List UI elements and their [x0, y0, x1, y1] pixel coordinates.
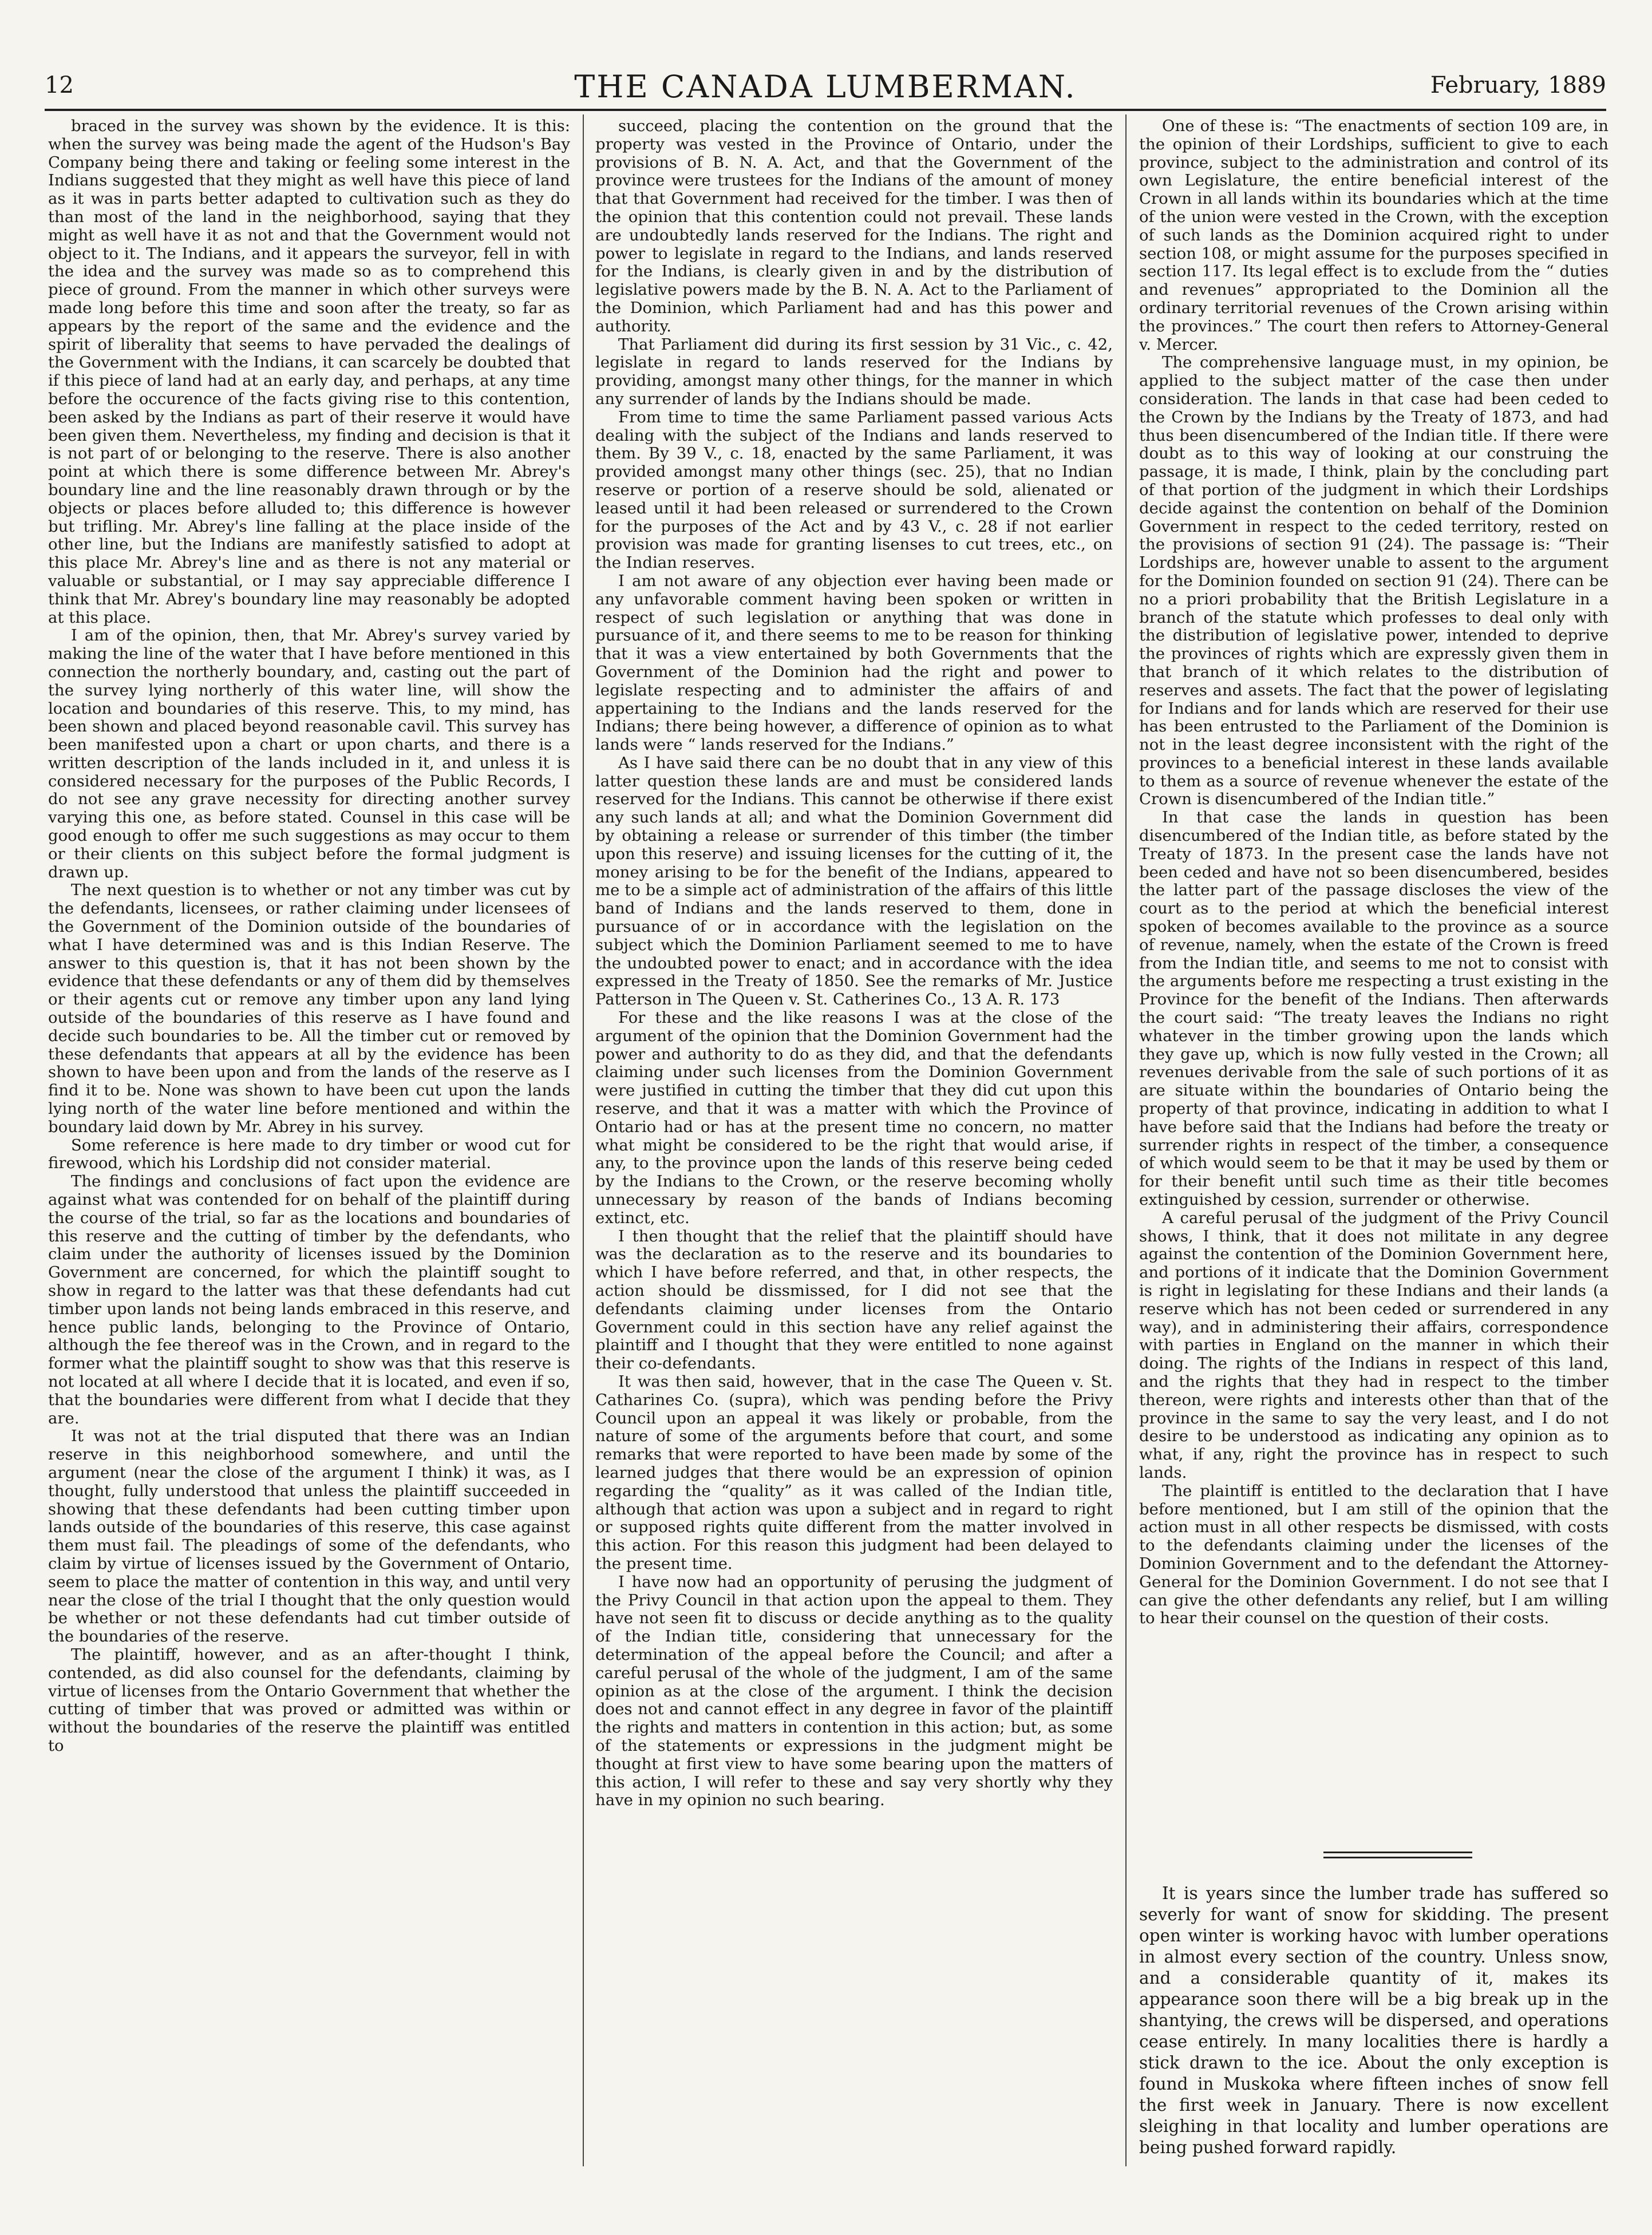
news-item [1139, 1883, 1608, 2158]
column-1 [48, 117, 570, 2161]
paragraph: Some reference is here made to dry timber or wood cut for firewood, which his Lordship did not consider material. [48, 1136, 570, 1173]
page-header [45, 64, 1606, 111]
paragraph: succeed, placing the contention on the ground that the property was vested in the Province of Ontario, under the provisions of B. N. A. Act, and that the Government of the province were trustees for the Indians of the amount of money that that Government had received for the timber. I was then of the opinion that this contention could not prevail. These lands are undoubtedly lands reserved for the Indians. The right and power to legislate in regard to the Indians, and lands reserved for the Indians, is clearly given in and by the distribution of legislative powers made by the B. N. A. Act to the Parliament of the Dominion, which Parliament had and has this power and authority. [595, 117, 1113, 335]
paragraph: From time to time the same Parliament passed various Acts dealing with the subject of the Indians and lands reserved to them. By 39 V., c. 18, enacted by the same Parliament, it was provided amongst many other things (sec. 25), that no Indian reserve or portion of a reserve should be sold, alienated or leased until it had been released or surrendered to the Crown for the purposes of the Act and by 43 V., c. 28 if not earlier provision was made for granting lisenses to cut trees, etc., on the Indian reserves. [595, 408, 1113, 572]
paragraph: braced in the survey was shown by the evidence. It is this: when the survey was being made the agent of the Hudson's Bay Company being there and taking or feeling some interest in the Indians suggested that they might as well have this piece of land as it was in parts better adapted to cultivation such as they do than most of the land in the neighborhood, saying that they might as well have it as not and that the Government would not object to it. The Indians, and it appears the surveyor, fell in with the idea and the survey was made so as to comprehend this piece of ground. From the manner in which other surveys were made long before this time and soon after the treaty, so far as appears by the report of the same and the evidence and the spirit of liberality that seems to have pervaded the dealings of the Government with the Indians, it can scarcely be doubted that if this piece of land had at an early day, and perhaps, at any time before the occurence of the facts giving rise to this contention, been asked by the Indians as part of their reserve it would have been given them. Nevertheless, my finding and decision is that it is not part of or belonging to the reserve. There is also another point at which there is some difference between Mr. Abrey's boundary line and the line reasonably drawn through or by the objects or places before alluded to; this difference is however but trifling. Mr. Abrey's line falling at the place inside of the other line, but the Indians are manifestly satisfied to adopt at this place Mr. Abrey's line and as there is not any material or valuable or substantial, or I may say appreciable difference I think that Mr. Abrey's boundary line may reasonably be adopted at this place. [48, 117, 570, 627]
paragraph: I have now had an opportunity of perusing the judgment of the Privy Council in that action upon the appeal to them. They have not seen fit to discuss or decide anything as to the quality of the Indian title, considering that unnecessary for the determination of the appeal before the Council; and after a careful perusal of the whole of the judgment, I am of the same opinion as at the close of the argument. I think the decision does not and cannot effect in any degree in favor of the plaintiff the rights and matters in contention in this action; but, as some of the statements or expressions in the judgment might be thought at first view to have some bearing upon the matters of this action, I will refer to these and say very shortly why they have in my opinion no such bearing. [595, 1572, 1113, 1810]
paragraph: One of these is: “The enactments of section 109 are, in the opinion of their Lordships, sufficient to give to each province, subject to the administration and control of its own Legislature, the entire beneficial interest of the Crown in all lands within its boundaries which at the time of the union were vested in the Crown, with the exception of such lands as the Dominion acquired right to under section 108, or might assume for the purposes specified in section 117. Its legal effect is to exclude from the “ duties and revenues” appropriated to the Dominion all the ordinary territorial revenues of the Crown arising within the provinces.” The court then refers to Attorney-General v. Mercer. [1139, 117, 1608, 354]
paragraph: That Parliament did during its first session by 31 Vic., c. 42, legislate in regard to lands reserved for the Indians by providing, amongst many other things, for the manner in which any surrender of lands by the Indians should be made. [595, 335, 1113, 408]
paragraph: I am of the opinion, then, that Mr. Abrey's survey varied by making the line of the water that I have before mentioned in this connection the northerly boundary, and, casting out the part of the survey lying northerly of this water line, will show the location and boundaries of this reserve. This, to my mind, has been shown and placed beyond reasonable cavil. This survey has been manifested upon a chart or upon charts, and there is a written description of the lands included in it, and unless it is considered necessary for the purposes of the Public Records, I do not see any grave necessity for directing another survey varying this one, as before stated. Counsel in this case will be good enough to offer me such suggestions as may occur to them or their clients on this subject before the formal judgment is drawn up. [48, 626, 570, 881]
news-paragraph: It is years since the lumber trade has suffered so severly for want of snow for skidding. The present open winter is working havoc with lumber operations in almost every section of the country. Unless snow, and a considerable quantity of it, makes its appearance soon there will be a big break up in the shantying, the crews will be dispersed, and operations cease entirely. In many localities there is hardly a stick drawn to the ice. About the only exception is found in Muskoka where fifteen inches of snow fell the first week in January. There is now excellent sleighing in that locality and lumber operations are being pushed forward rapidly. [1139, 1884, 1608, 2157]
paragraph: As I have said there can be no doubt that in any view of this latter question these lands are and must be considered lands reserved for the Indians. This cannot be otherwise if there exist any such lands at all; and what the Dominion Government did by obtaining a release or surrender of this timber (the timber upon this reserve) and issuing licenses for the cutting of it, the money arising to be for the benefit of the Indians, appeared to me to be a simple act of administration of the affairs of this little band of Indians and the lands reserved to them, done in pursuance of or in accordance with the legislation on the subject which the Dominion Parliament seemed to me to have the undoubted power to enact; and in accordance with the idea expressed in the Treaty of 1850. See the remarks of Mr. Justice Patterson in The Queen v. St. Catherines Co., 13 A. R. 173 [595, 753, 1113, 1009]
paragraph: It was then said, however, that in the case The Queen v. St. Catharines Co. (supra), which was pending before the Privy Council upon an appeal it was likely or probable, from the nature of some of the arguments before that court, and some remarks that were reported to have been made by some of the learned judges that there would be an expression of opinion regarding the “quality” as it was called of the Indian title, although that action was upon a subject and in regard to right or supposed rights quite different from the matter involved in this action. For this reason this judgment had been delayed to the present time. [595, 1372, 1113, 1573]
column-rule [1125, 114, 1127, 2166]
paragraph: The comprehensive language must, in my opinion, be applied to the subject matter of the case then under consideration. The lands in that case had been ceded to the Crown by the Indians by the Treaty of 1873, and had thus been disencumbered of the Indian title. If there were doubt as to this way of looking at our construing the passage, it is made, I think, plain by the concluding part of that portion of the judgment in which their Lordships decide against the contention on behalf of the Dominion Government in respect to the ceded territory, rested on the provisions of section 91 (24). The passage is: “Their Lordships are, however unable to assent to the argument for the Dominion founded on section 91 (24). There can be no a priori probability that the British Legislature in a branch of the statute which professes to deal only with the distribution of legislative power, intended to deprive the provinces of rights which are expressly given them in that branch of it which relates to the distribution of reserves and assets. The fact that the power of legislating for Indians and for lands which are reserved for their use has been entrusted to the Parliament of the Dominion is not in the least degree inconsistent with the right of the provinces to a beneficial interest in these lands available to them as a source of revenue whenever the estate of the Crown is disencumbered of the Indian title.” [1139, 353, 1608, 809]
page-number: 12 [45, 72, 74, 98]
paragraph: The next question is to whether or not any timber was cut by the defendants, licensees, or rather claiming under licensees of the Government of the Dominion outside of the boundaries of what I have determined was and is this Indian Reserve. The answer to this question is, that it has not been shown by the evidence that these defendants or any of them did by themselves or their agents cut or remove any timber upon any land lying outside of the boundaries of this reserve as I have found and decide such boundaries to be. All the timber cut or removed by these defendants that appears at all by the evidence has been shown to have been upon and from the lands of the reserve as I find it to be. None was shown to have been cut upon the lands lying north of the water line before mentioned and within the boundary laid down by Mr. Abrey in his survey. [48, 881, 570, 1136]
column-3 [1139, 117, 1608, 1840]
paragraph: The plaintiff, however, and as an after-thought I think, contended, as did also counsel for the defendants, claiming by virtue of licenses from the Ontario Government that whether the cutting of timber that was proved or admitted was within or without the boundaries of the reserve the plaintiff was entitled to [48, 1645, 570, 1755]
paragraph: A careful perusal of the judgment of the Privy Council shows, I think, that it does not militate in any degree against the contention of the Dominion Government here, and portions of it indicate that the Dominion Government is right in legislating for these Indians and their lands (a reserve which has not been ceded or surrendered in any way), and in administering their affairs, correspondence with parties in England on the manner in which their doing. The rights of the Indians in respect of this land, and the rights that they had in respect to the timber thereon, were rights and interests other than that of the province in the same to say the very least, and I do not desire to be understood as indicating any opinion as to what, if any, right the province has in respect to such lands. [1139, 1208, 1608, 1482]
column-rule [583, 114, 584, 2166]
paragraph: For these and the like reasons I was at the close of the argument of the opinion that the Dominion Government had the power and authority to do as they did, and that the defendants claiming under such licenses from the Dominion Government were justified in cutting the timber that they did cut upon this reserve, and that it was a matter with which the Province of Ontario had or has at the present time no concern, no matter what might be considered to be the right that would arise, if any, to the province upon the lands of this reserve being ceded by the Indians to the Crown, or the reserve becoming wholly unnecessary by reason of the bands of Indians becoming extinct, etc. [595, 1008, 1113, 1227]
issue-date: February, 1889 [1430, 72, 1606, 98]
paragraph: I then thought that the relief that the plaintiff should have was the declaration as to the reserve and its boundaries to which I have before referred, and that, in other respects, the action should be dissmissed, for I did not see that the defendants claiming under licenses from the Ontario Government could in this section have any relief against the plaintiff and I thought that they were entitled to none against their co-defendants. [595, 1227, 1113, 1373]
paragraph: The plaintiff is entitled to the declaration that I have before mentioned, but I am still of the opinion that the action must in all other respects be dismissed, with costs to the defendants claiming under the licenses of the Dominion Government and to the defendant the Attorney-General for the Dominion Government. I do not see that I can give the other defendants any relief, but I am willing to hear their counsel on the question of their costs. [1139, 1481, 1608, 1628]
paragraph: It was not at the trial disputed that there was an Indian reserve in this neighborhood somewhere, and until the argument (near the close of the argument I think) it was, as I thought, fully understood that unless the plaintiff succeeded in showing that these defendants had been cutting timber upon lands outside of the boundaries of this reserve, this case against them must fail. The pleadings of some of the defendants, who claim by virtue of licenses issued by the Government of Ontario, seem to place the matter of contention in this way, and until very near the close of the trial I thought that the only question would be whether or not these defendants had cut timber outside of the boundaries of the reserve. [48, 1427, 570, 1646]
column-2 [595, 117, 1113, 2161]
paragraph: The findings and conclusions of fact upon the evidence are against what was contended for on behalf of the plaintiff during the course of the trial, so far as the locations and boundaries of this reserve and the cutting of timber by the defendants, who claim under the authority of licenses issued by the Dominion Government are concerned, for which the plaintiff sought to show in regard to the latter was that these defendants had cut timber upon lands not being lands embraced in this reserve, and hence public lands, belonging to the Province of Ontario, although the fee thereof was in the Crown, and in regard to the former what the plaintiff sought to show was that this reserve is not located at all where I decide that it is located, and even if so, that the boundaries were different from what I decide that they are. [48, 1172, 570, 1427]
section-separator [1323, 1852, 1472, 1858]
paragraph: I am not aware of any objection ever having been made or any unfavorable comment having been spoken or written in respect of such legislation or anything that was done in pursuance of it, and there seems to me to be reason for thinking that it was a view entertained by both Governments that the Government of the Dominion had the right and power to legislate respecting and to administer the affairs of and appertaining to the Indians and the lands reserved for the Indians; there being however, a difference of opinion as to what lands were “ lands reserved for the Indians.” [595, 571, 1113, 754]
paragraph: In that case the lands in question has been disencumbered of the Indian title, as before stated by the Treaty of 1873. In the present case the lands have not been ceded and have not so been disencumbered, besides the latter part of the passage discloses the view of the court as to the period at which the beneficial interest spoken of becomes available to the province as a source of revenue, namely, when the estate of the Crown is freed from the Indian title, and seems to me not to consist with the arguments before me respecting a trust existing in the Province for the benefit of the Indians. Then afterwards the court said: “The treaty leaves the Indians no right whatever in the timber growing upon the lands which they gave up, which is now fully vested in the Crown; all revenues derivable from the sale of such portions of it as are situate within the boundaries of Ontario being the property of that province, indicating in addition to what I have before said that the Indians had before the treaty or surrender rights in respect of the timber, a consequence of which would seem to be that it may be used by them or for their benefit until such time as their title becomes extinguished by cession, surrender or otherwise. [1139, 808, 1608, 1209]
masthead-title: THE CANADA LUMBERMAN. [574, 69, 1077, 105]
